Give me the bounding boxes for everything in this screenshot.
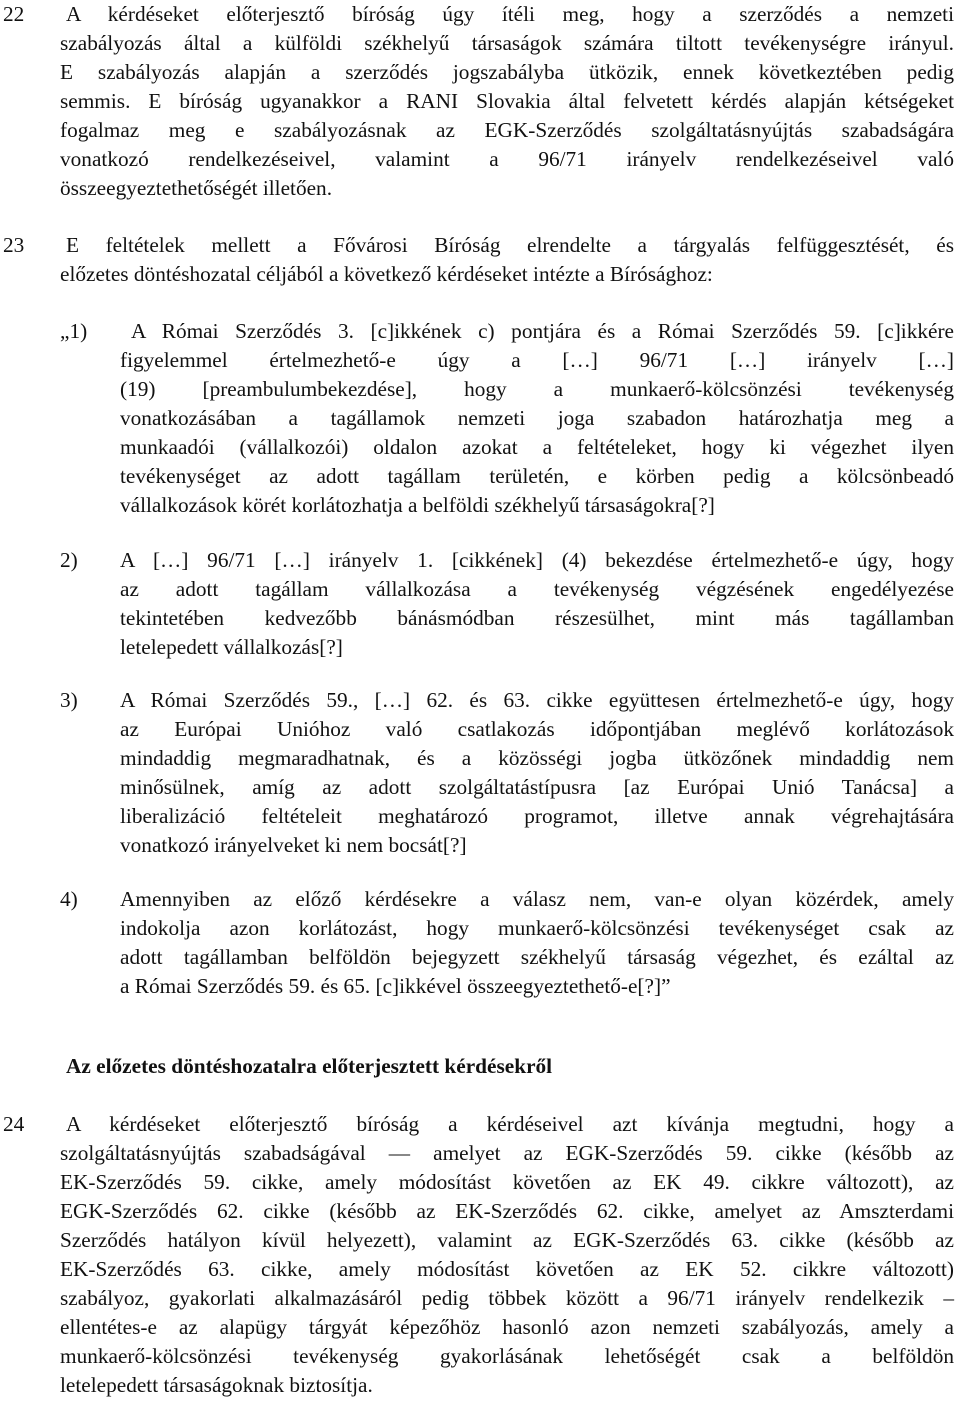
paragraph-line: összeegyeztethetőségét illetően. (60, 176, 333, 200)
question-line: (19) [preambulumbekezdése], hogy a munkaerő-kölcsönzési tevékenység (120, 377, 954, 401)
paragraph-number: 22 (3, 2, 25, 26)
paragraph-line: szabályozás által a külföldi székhelyű társaságok számára tiltott tevékenységre irányul. (60, 31, 954, 55)
paragraph-line: előzetes döntéshozatal céljából a következő kérdéseket intézte a Bírósághoz: (60, 262, 713, 286)
question-line: indokolja azon korlátozást, hogy munkaerő-kölcsönzési tevékenységet csak az (120, 916, 954, 940)
paragraph-line: szolgáltatásnyújtás szabadságával — amelyet az EGK-Szerződés 59. cikke (később az (60, 1141, 954, 1165)
paragraph-line: A kérdéseket előterjesztő bíróság úgy ítéli meg, hogy a szerződés a nemzeti (66, 2, 954, 26)
paragraph-number: 23 (3, 233, 25, 257)
paragraph-line: A kérdéseket előterjesztő bíróság a kérdéseivel azt kívánja megtudni, hogy a (66, 1112, 954, 1136)
question-line: tevékenységet az adott tagállam területén, e körben pedig a kölcsönbeadó (120, 464, 954, 488)
paragraph-line: EGK-Szerződés 62. cikke (később az EK-Szerződés 62. cikke, amelyet az Amszterdami (60, 1199, 954, 1223)
question-line: A […] 96/71 […] irányelv 1. [cikkének] (4) bekezdése értelmezhető-e úgy, hogy (120, 548, 954, 572)
question-line: figyelemmel értelmezhető-e úgy a […] 96/71 […] irányelv […] (120, 348, 954, 372)
paragraph-line: Szerződés hatályon kívül helyezett), valamint az EGK-Szerződés 63. cikke (később az (60, 1228, 954, 1252)
question-number: 2) (60, 548, 78, 572)
paragraph-line: EK-Szerződés 59. cikke, amely módosítást követően az EK 49. cikkre változott), az (60, 1170, 954, 1194)
question-line: az adott tagállam vállalkozása a tevékenység végzésének engedélyezése (120, 577, 954, 601)
question-line: vonatkozásában a tagállamok nemzeti joga szabadon határozhatja meg a (120, 406, 954, 430)
paragraph-line: szabályoz, gyakorlati alkalmazásáról pedig többek között a 96/71 irányelv rendelkezik – (60, 1286, 954, 1310)
paragraph-line: E feltételek mellett a Fővárosi Bíróság elrendelte a tárgyalás felfüggesztését, és (66, 233, 954, 257)
question-line: minősülnek, amíg az adott szolgáltatástípusra [az Európai Unió Tanácsa] a (120, 775, 954, 799)
paragraph-number: 24 (3, 1112, 25, 1136)
question-line: Amennyiben az előző kérdésekre a válasz nem, van-e olyan közérdek, amely (120, 887, 954, 911)
question-line: mindaddig megmaradhatnak, és a közösségi jogba ütközőnek mindaddig nem (120, 746, 954, 770)
question-number: 4) (60, 887, 78, 911)
question-line: munkaadói (vállalkozói) oldalon azokat a feltételeket, hogy ki végezhet ilyen (120, 435, 954, 459)
question-line: tekintetében kedvezőbb bánásmódban részesülhet, mint más tagállamban (120, 606, 954, 630)
question-line: A Római Szerződés 59., […] 62. és 63. cikke együttesen értelmezhető-e úgy, hogy (120, 688, 954, 712)
paragraph-line: letelepedett társaságoknak biztosítja. (60, 1373, 373, 1397)
paragraph-line: vonatkozó rendelkezéseivel, valamint a 96/71 irányelv rendelkezéseivel való (60, 147, 954, 171)
paragraph-line: semmis. E bíróság ugyanakkor a RANI Slovakia által felvetett kérdés alapján kétségeket (60, 89, 954, 113)
question-number: „1) (60, 319, 88, 343)
paragraph-line: E szabályozás alapján a szerződés jogszabályba ütközik, ennek következtében pedig (60, 60, 954, 84)
paragraph-line: ellentétes-e az alapügy tárgyát képezőhöz hasonló azon nemzeti szabályozás, amely a (60, 1315, 954, 1339)
question-number: 3) (60, 688, 78, 712)
paragraph-line: EK-Szerződés 63. cikke, amely módosítást követően az EK 52. cikkre változott) (60, 1257, 954, 1281)
question-line: letelepedett vállalkozás[?] (120, 635, 343, 659)
question-line: vonatkozó irányelveket ki nem bocsát[?] (120, 833, 467, 857)
question-line: liberalizáció feltételeit meghatározó programot, illetve annak végrehajtására (120, 804, 954, 828)
question-line: vállalkozások körét korlátozhatja a belföldi székhelyű társaságokra[?] (120, 493, 715, 517)
paragraph-line: fogalmaz meg e szabályozásnak az EGK-Szerződés szolgáltatásnyújtás szabadságára (60, 118, 954, 142)
question-line: a Római Szerződés 59. és 65. [c]ikkével összeegyeztethető-e[?]” (120, 974, 671, 998)
question-line: adott tagállamban belföldön bejegyzett székhelyű társaság végezhet, és ezáltal az (120, 945, 954, 969)
section-heading: Az előzetes döntéshozatalra előterjesztett kérdésekről (66, 1054, 553, 1078)
question-line: A Római Szerződés 3. [c]ikkének c) pontjára és a Római Szerződés 59. [c]ikkére (131, 319, 954, 343)
question-line: az Európai Unióhoz való csatlakozás időpontjában meglévő korlátozások (120, 717, 954, 741)
paragraph-line: munkaerő-kölcsönzési tevékenység gyakorlásának lehetőségét csak a belföldön (60, 1344, 954, 1368)
